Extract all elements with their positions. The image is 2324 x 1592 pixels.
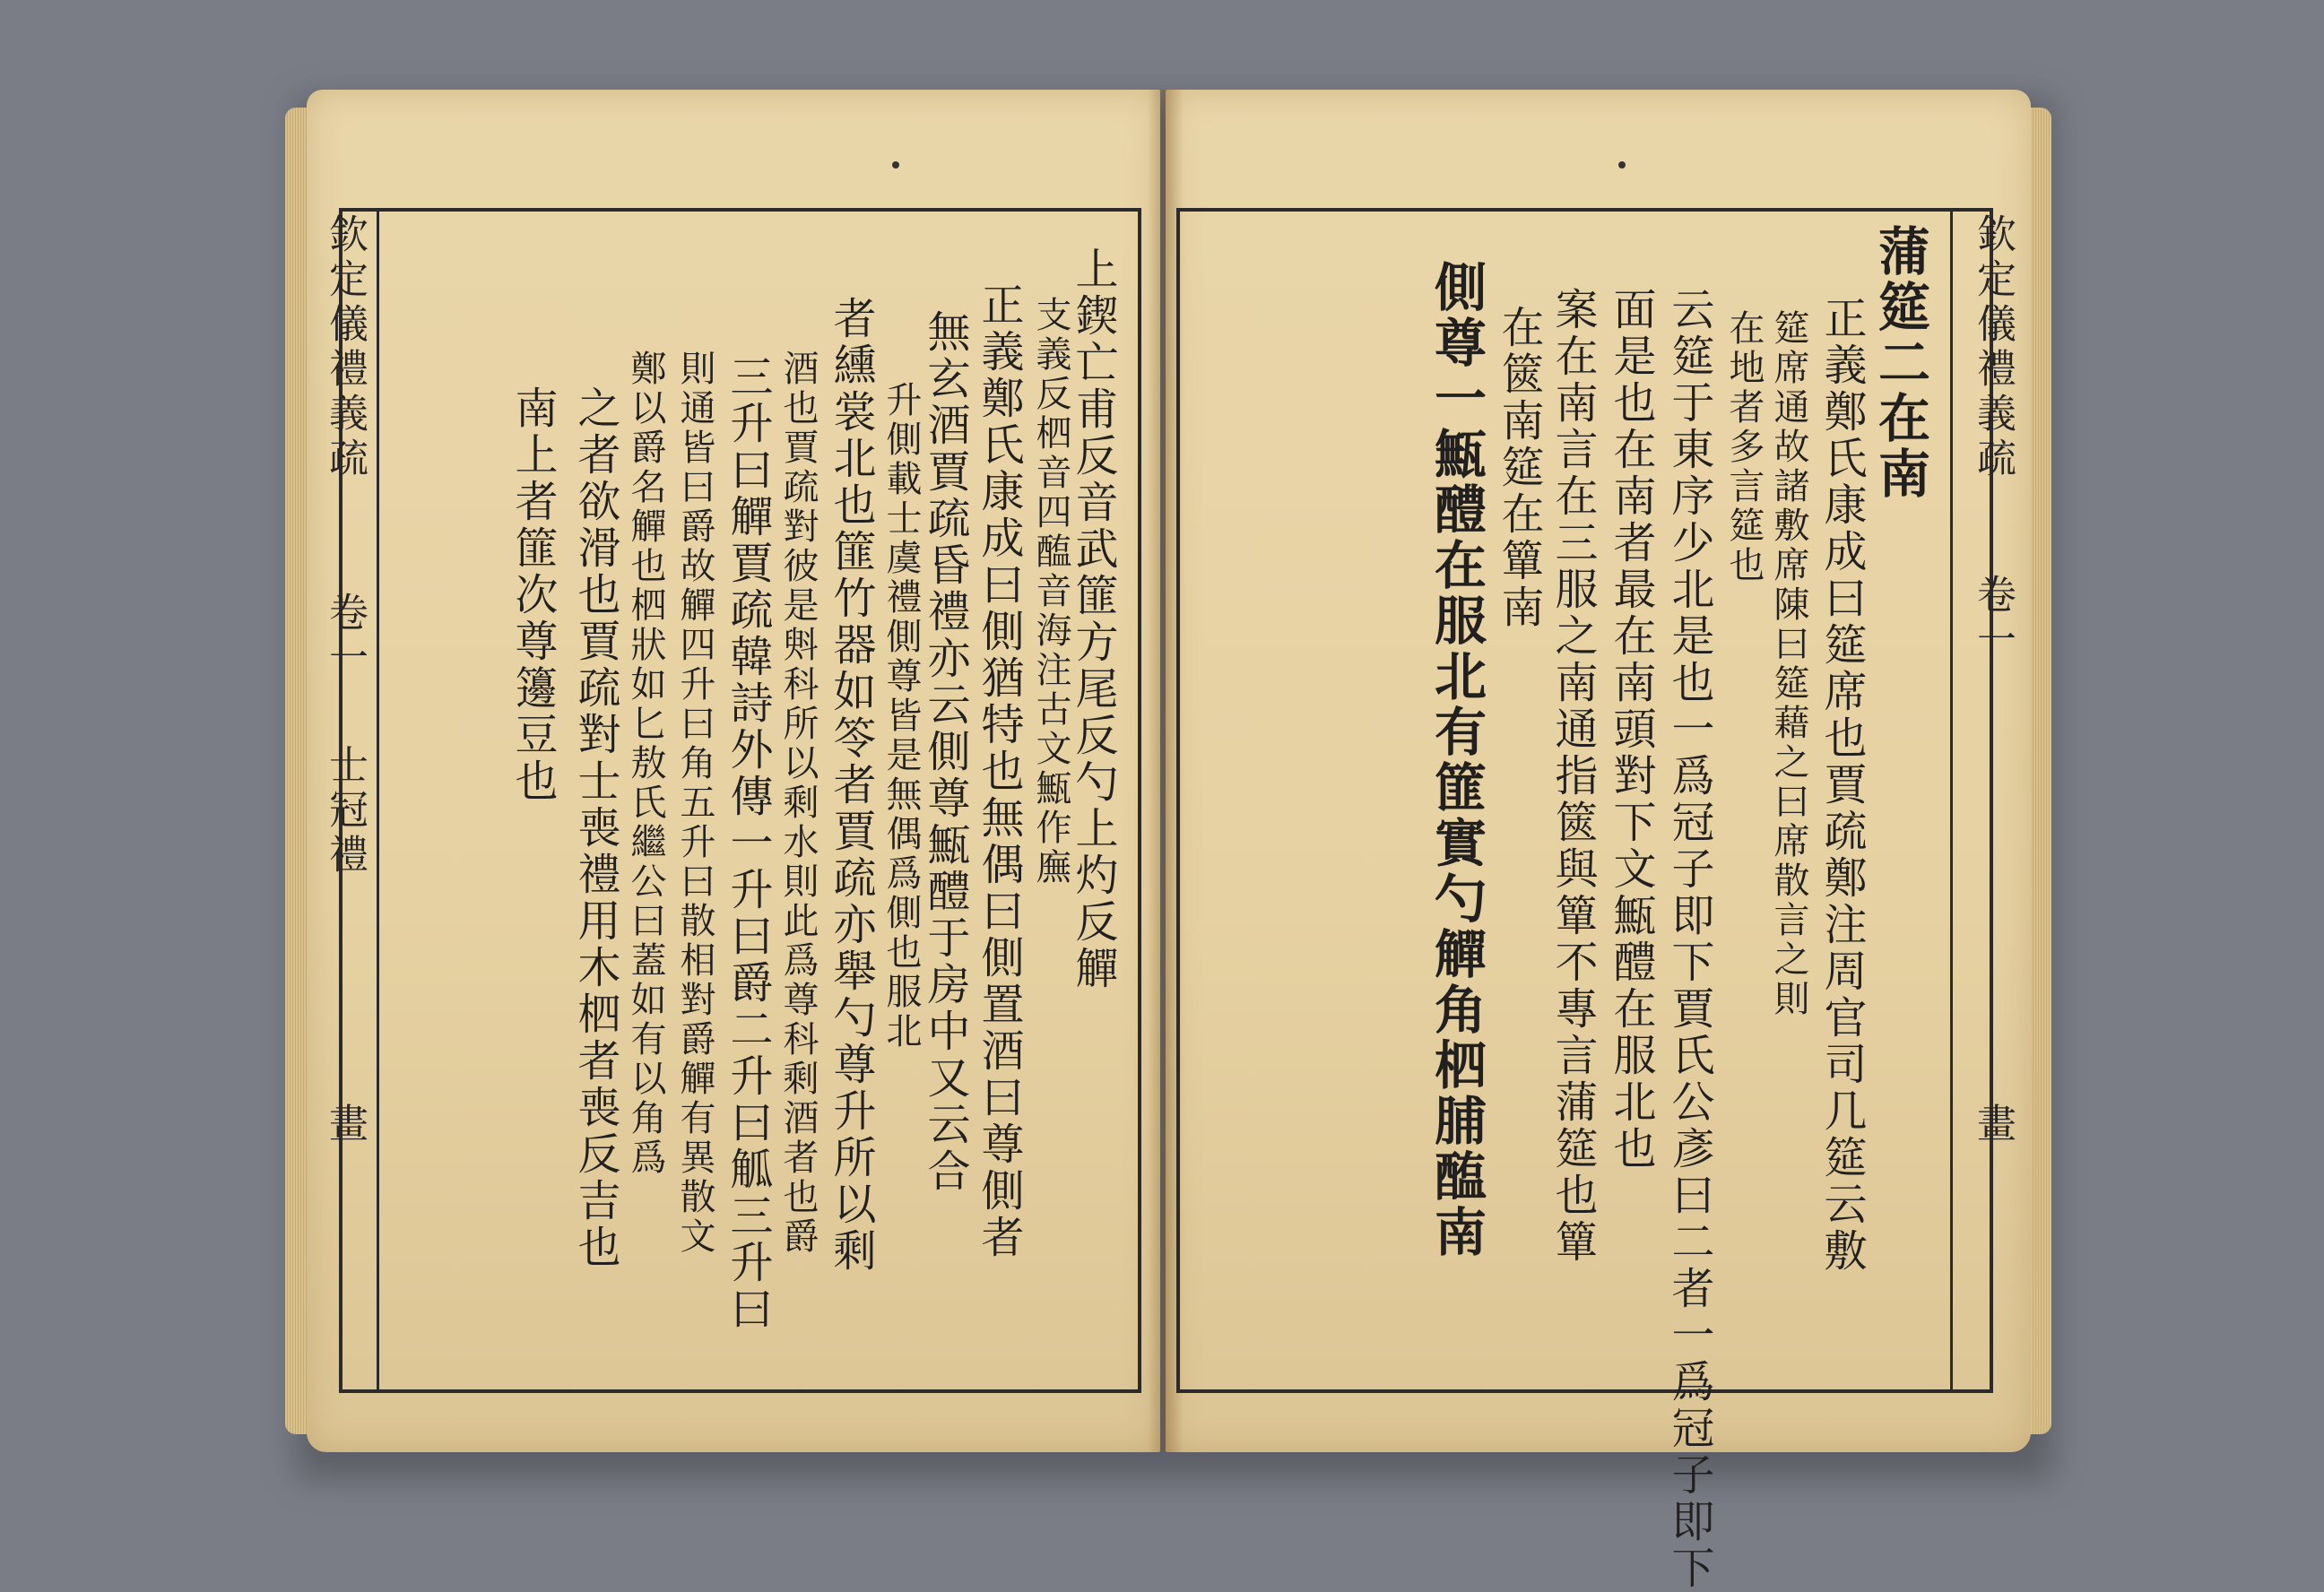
page-edges-right [2028,108,2051,1434]
page-edges-left [285,108,308,1434]
left-margin-section: 士冠禮 [322,744,368,878]
left-col-1: 上鍥亡甫反音武篚方尾反勺上灼反觶 [1068,247,1118,992]
left-margin-title: 欽定儀禮義疏 [322,213,368,482]
right-col-8: 在篋南筵在簞南 [1494,305,1544,631]
left-col-12: 南上者篚次尊籩豆也 [507,385,558,805]
left-col-2: 支義反柶音四醢音海注古文甒作廡 [1030,296,1071,887]
left-col-4: 無玄酒賈疏昏禮亦云側尊甒醴于房中又云合 [920,309,970,1195]
right-col-9: 側尊一甒醴在服北有篚實勺觶角柶脯醢南 [1426,260,1487,1260]
right-margin-page: 畫 [1970,1103,2016,1147]
left-margin-rule [377,208,379,1393]
right-margin-title: 欽定儀禮義疏 [1970,213,2016,482]
left-col-6: 者纁裳北也篚竹器如笭者賈疏亦舉勺尊升所以剩 [826,296,876,1275]
left-col-11: 之者欲滑也賈疏對士喪禮用木柶者喪反吉也 [570,385,620,1271]
left-col-9: 則通皆曰爵故觶四升曰角五升曰散相對爵觶有異散文 [674,350,715,1257]
right-col-2: 正義鄭氏康成曰筵席也賈疏鄭注周官司几筵云敷 [1817,296,1867,1275]
page-mark-right [1618,161,1626,169]
left-margin-volume: 卷一 [322,592,368,681]
right-col-4: 在地者多言筵也 [1723,309,1765,585]
right-margin-volume: 卷一 [1970,574,2016,663]
right-col-7: 案在南言在三服之南通指篋與簞不專言蒲筵也簞 [1548,287,1598,1266]
right-col-3: 筵席通故諸敷席陳曰筵藉之曰席散言之則 [1768,309,1809,1019]
left-margin-page: 畫 [322,1103,368,1147]
right-col-1: 蒲筵二在南 [1869,224,1930,502]
right-margin-rule [1950,208,1953,1393]
left-col-3: 正義鄭氏康成曰側猶特也無偶曰側置酒曰尊側者 [974,282,1024,1261]
right-col-5: 云筵于東序少北是也一爲冠子即下賈氏公彥曰二者一爲冠子即下 [1664,287,1714,1592]
left-col-5: 升側載士虞禮側尊皆是無偶爲側也服北 [880,381,922,1051]
left-col-8: 三升曰觶賈疏韓詩外傳一升曰爵二升曰觚三升曰 [723,354,773,1333]
left-col-7: 酒也賈疏對彼是斞科所以剩水則此爲尊科剩酒者也爵 [777,350,819,1257]
left-col-10: 鄭以爵名觶也柶狀如匕敖氏繼公曰蓋如有以角爲 [625,350,666,1178]
page-mark-left [892,161,899,169]
right-col-6: 面是也在南者最在南頭對下文甒醴在服北也 [1606,287,1656,1172]
